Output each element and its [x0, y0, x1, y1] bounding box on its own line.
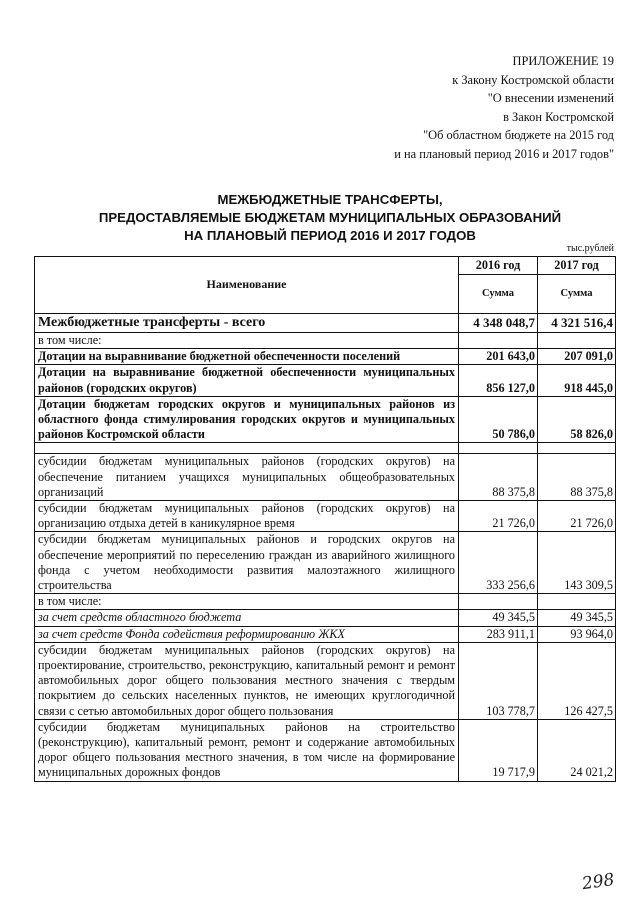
- row-value-2016: 4 348 048,7: [459, 314, 538, 333]
- row-value-2016: 19 717,9: [459, 719, 538, 781]
- table-row: [35, 642, 616, 719]
- row-name: Межбюджетные трансферты - всего: [35, 314, 459, 333]
- table-row: [35, 314, 616, 333]
- row-value-2016: 50 786,0: [459, 396, 538, 443]
- row-value-2016: [459, 594, 538, 610]
- appendix-line: ПРИЛОЖЕНИЕ 19: [512, 54, 614, 68]
- appendix-line: и на плановый период 2016 и 2017 годов": [394, 146, 614, 161]
- row-value-2016: 88 375,8: [459, 454, 538, 501]
- table-row: [35, 532, 616, 594]
- row-value-2017: 918 445,0: [538, 365, 616, 396]
- row-value-2017: 126 427,5: [538, 642, 616, 719]
- table-row: [35, 443, 616, 454]
- row-value-2017: 4 321 516,4: [538, 314, 616, 333]
- row-name: [35, 443, 459, 454]
- row-value-2016: 283 911,1: [459, 626, 538, 642]
- header-sum-2017: Сумма: [538, 275, 616, 314]
- row-value-2017: [538, 594, 616, 610]
- row-name: Дотации на выравнивание бюджетной обеспеченности муниципальных районов (городских округов): [35, 365, 459, 396]
- header-sum-2016: Сумма: [459, 275, 538, 314]
- row-name: субсидии бюджетам муниципальных районов на строительство (реконструкцию), капитальный ремонт, ремонт и содержание автомобильных дорог общего пользования местного значения, в том числе на формирование муниципальных дорожных фондов: [35, 719, 459, 781]
- table-body: [35, 314, 616, 782]
- table-row: [35, 501, 616, 532]
- header-year-2016: 2016 год: [459, 257, 538, 275]
- table-row: [35, 396, 616, 443]
- title-line: НА ПЛАНОВЫЙ ПЕРИОД 2016 И 2017 ГОДОВ: [184, 228, 476, 243]
- row-value-2017: 143 309,5: [538, 532, 616, 594]
- row-value-2017: 24 021,2: [538, 719, 616, 781]
- appendix-line: в Закон Костромской: [503, 109, 614, 124]
- row-name: за счет средств областного бюджета: [35, 610, 459, 626]
- row-name: Дотации бюджетам городских округов и муниципальных районов из областного фонда стимулирования городских округов и муниципальных районов Костромской области: [35, 396, 459, 443]
- row-value-2017: [538, 333, 616, 349]
- header-name: Наименование: [35, 257, 459, 314]
- row-value-2017: 88 375,8: [538, 454, 616, 501]
- row-value-2016: 21 726,0: [459, 501, 538, 532]
- row-value-2016: [459, 333, 538, 349]
- row-value-2017: [538, 443, 616, 454]
- row-name: субсидии бюджетам муниципальных районов (городских округов) на обеспечение питанием учащихся муниципальных общеобразовательных организаций: [35, 454, 459, 501]
- row-name: Дотации на выравнивание бюджетной обеспеченности поселений: [35, 349, 459, 365]
- row-value-2016: 856 127,0: [459, 365, 538, 396]
- table-row: [35, 349, 616, 365]
- table-row: [35, 454, 616, 501]
- row-name: субсидии бюджетам муниципальных районов и городских округов на обеспечение мероприятий по переселению граждан из аварийного жилищного фонда с учетом необходимости развития малоэтажного жилищного строительства: [35, 532, 459, 594]
- row-value-2016: 201 643,0: [459, 349, 538, 365]
- page-number: 298: [580, 869, 616, 895]
- row-value-2017: 21 726,0: [538, 501, 616, 532]
- appendix-line: к Закону Костромской области: [452, 72, 614, 87]
- row-name: субсидии бюджетам муниципальных районов (городских округов) на организацию отдыха детей в каникулярное время: [35, 501, 459, 532]
- table-row: [35, 365, 616, 396]
- transfers-table: [34, 256, 616, 782]
- header-year-2017: 2017 год: [538, 257, 616, 275]
- table-row: [35, 626, 616, 642]
- row-value-2016: 49 345,5: [459, 610, 538, 626]
- row-name: в том числе:: [35, 333, 459, 349]
- appendix-line: "О внесении изменений: [487, 91, 614, 106]
- table-row: [35, 594, 616, 610]
- row-value-2016: 333 256,6: [459, 532, 538, 594]
- row-value-2016: 103 778,7: [459, 642, 538, 719]
- table-row: [35, 610, 616, 626]
- table-row: [35, 333, 616, 349]
- row-value-2017: 207 091,0: [538, 349, 616, 365]
- row-value-2017: 58 826,0: [538, 396, 616, 443]
- document-title: [0, 191, 640, 245]
- appendix-block: [394, 52, 614, 164]
- units-label: тыс.рублей: [566, 243, 614, 254]
- table-row: [35, 719, 616, 781]
- row-value-2016: [459, 443, 538, 454]
- title-line: ПРЕДОСТАВЛЯЕМЫЕ БЮДЖЕТАМ МУНИЦИПАЛЬНЫХ ОБРАЗОВАНИЙ: [98, 210, 562, 225]
- row-name: субсидии бюджетам муниципальных районов (городских округов) на проектирование, строительство, реконструкцию, капитальный ремонт и ремонт автомобильных дорог общего пользования местного значения с твердым покрытием до сельских населенных пунктов, не имеющих круглогодичной связи с сетью автомобильных дорог общего пользования: [35, 642, 459, 719]
- row-name: за счет средств Фонда содействия реформированию ЖКХ: [35, 626, 459, 642]
- row-name: в том числе:: [35, 594, 459, 610]
- row-value-2017: 93 964,0: [538, 626, 616, 642]
- title-line: МЕЖБЮДЖЕТНЫЕ ТРАНСФЕРТЫ,: [217, 192, 443, 207]
- row-value-2017: 49 345,5: [538, 610, 616, 626]
- appendix-line: "Об областном бюджете на 2015 год: [423, 128, 614, 143]
